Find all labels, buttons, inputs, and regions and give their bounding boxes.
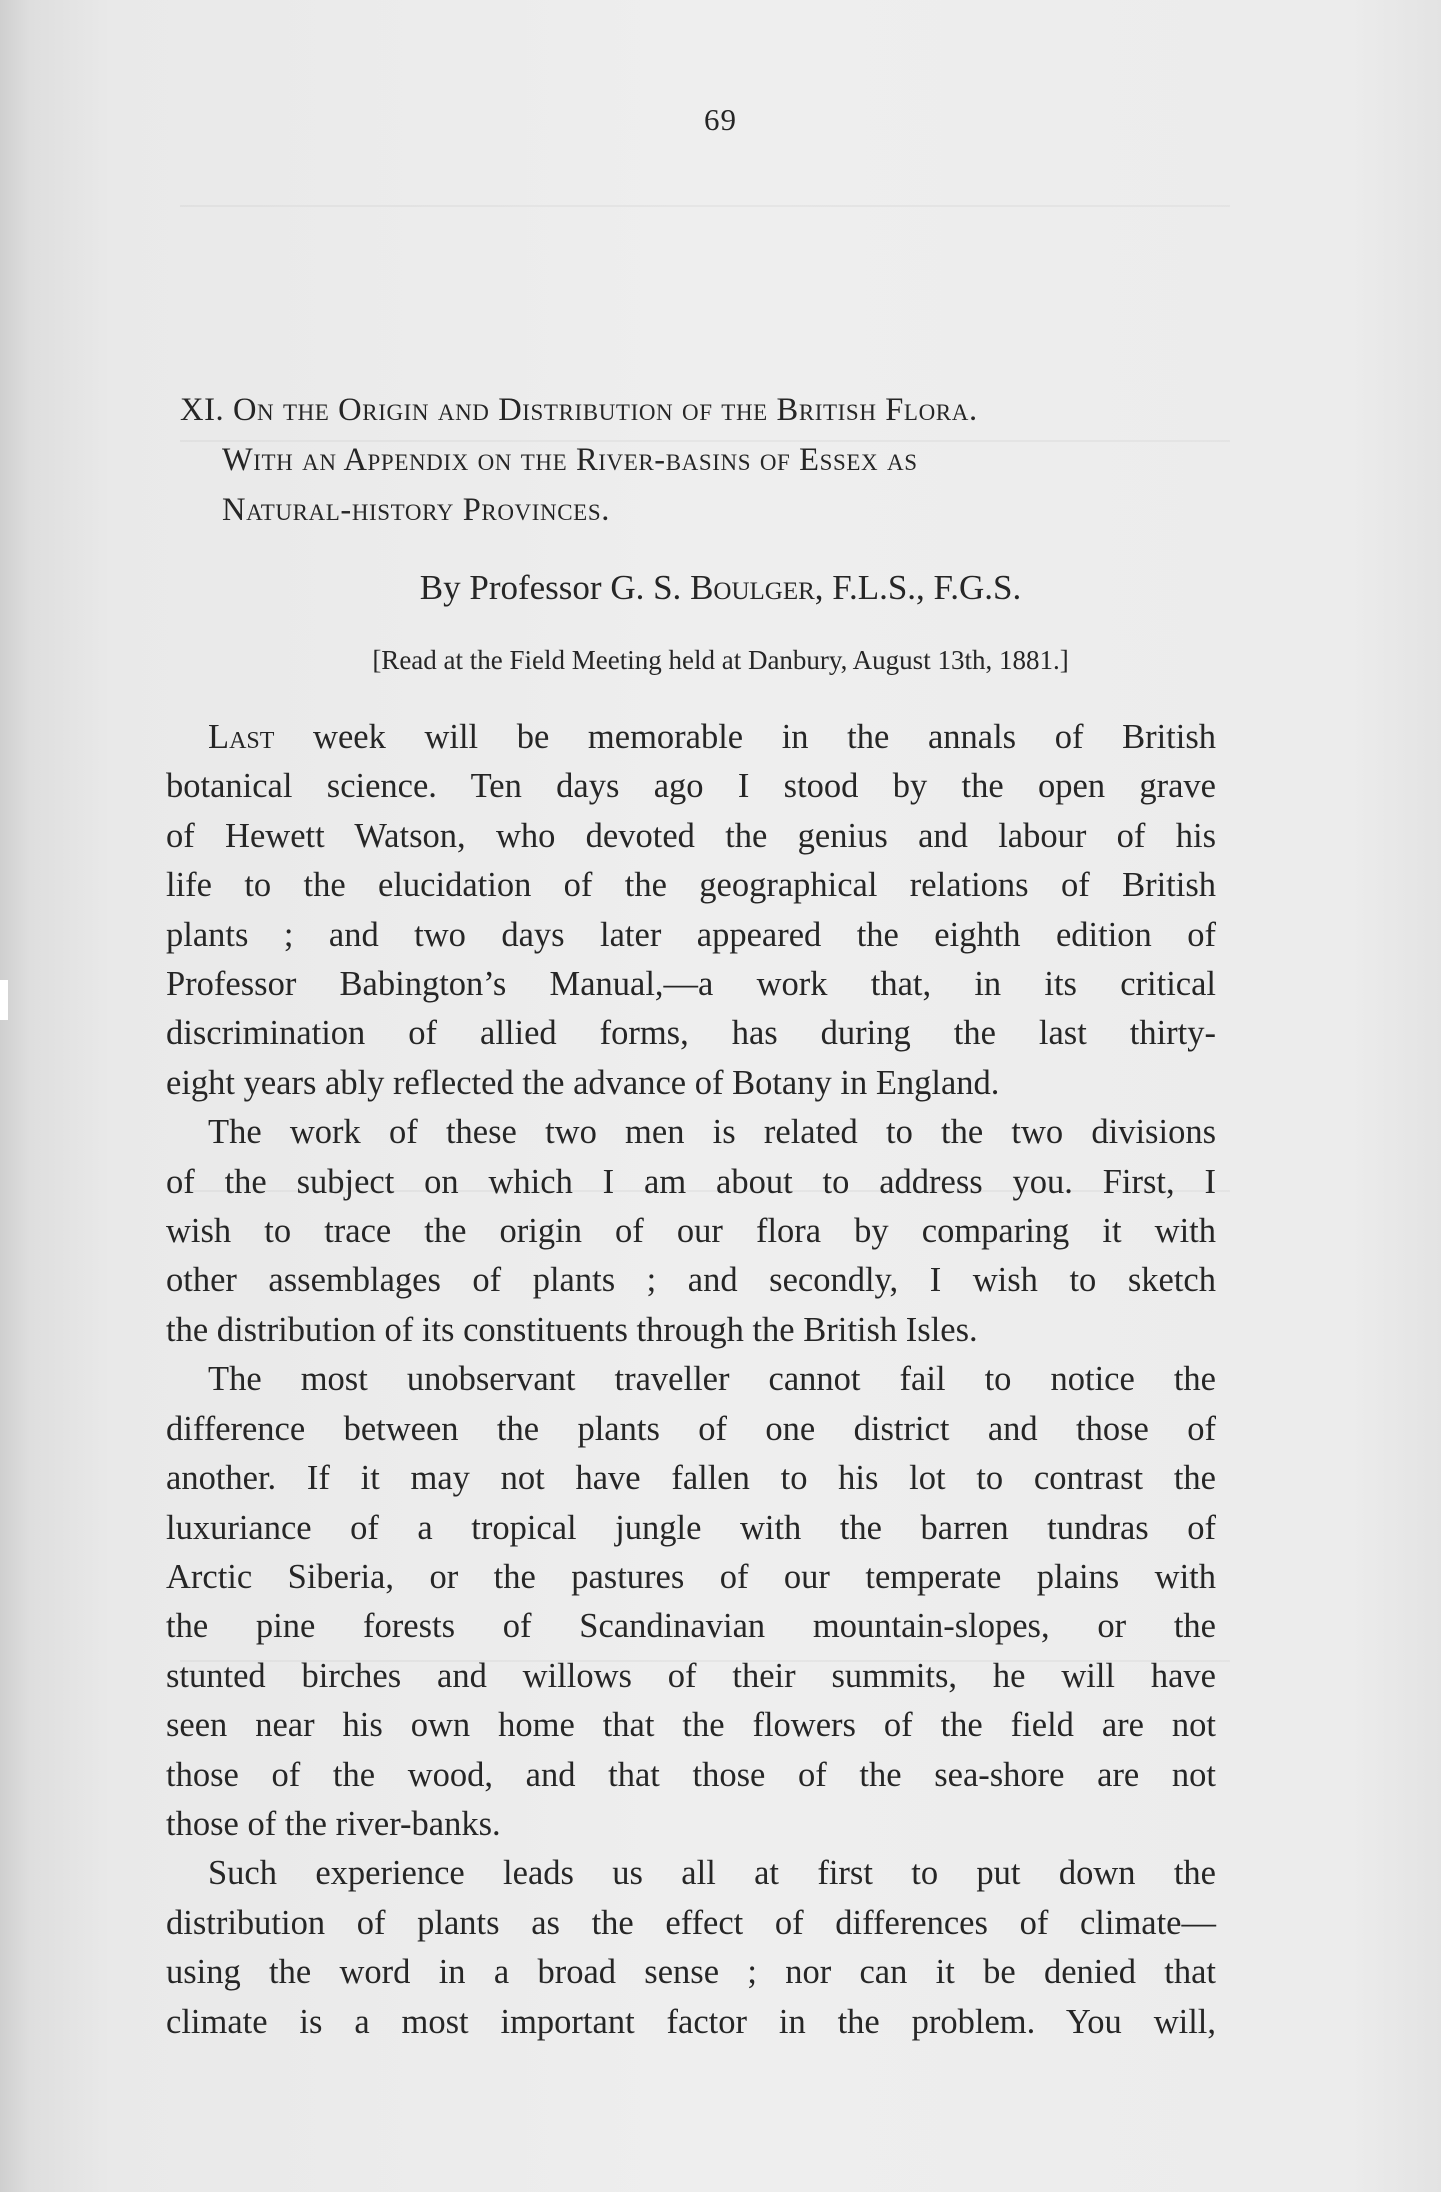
paragraph-1	[166, 713, 1216, 1108]
text-line: using the word in a broad sense ; nor can it be denied that	[166, 1953, 1216, 1992]
author-byline	[0, 563, 1441, 613]
heading-line-3: Natural-history Provinces.	[222, 492, 610, 528]
text-line: luxuriance of a tropical jungle with the barren tundras of	[166, 1508, 1216, 1547]
text-line: plants ; and two days later appeared the eighth edition of	[166, 915, 1216, 954]
byline-prefix: By Professor G. S.	[419, 568, 691, 607]
text-line: those of the river-banks.	[166, 1804, 501, 1843]
text-line: Such experience leads us all at first to put down the	[208, 1854, 1216, 1893]
byline-suffix: , F.L.S., F.G.S.	[814, 568, 1022, 607]
text-line: climate is a most important factor in the problem. You will,	[166, 2002, 1216, 2041]
text-line: eight years ably reflected the advance of Botany in England.	[166, 1063, 1000, 1102]
heading-line-1: XI. On the Origin and Distribution of the British Flora.	[180, 392, 978, 428]
text-line: the distribution of its constituents through the British Isles.	[166, 1310, 978, 1349]
text-line: other assemblages of plants ; and secondly, I wish to sketch	[166, 1261, 1216, 1300]
text-line: distribution of plants as the effect of differences of climate—	[166, 1903, 1216, 1942]
text-line: the pine forests of Scandinavian mountain-slopes, or the	[166, 1607, 1216, 1646]
author-name: Boulger	[690, 568, 815, 607]
page-number: 69	[704, 102, 737, 137]
text-line: The work of these two men is related to the two divisions	[208, 1113, 1216, 1152]
page-edge-mark	[0, 980, 8, 1020]
text-line: stunted birches and willows of their summits, he will have	[166, 1656, 1216, 1695]
article-heading	[180, 385, 1225, 535]
body-text	[166, 713, 1216, 2047]
drop-word: Last	[208, 718, 275, 756]
text-line: seen near his own home that the flowers of the field are not	[166, 1706, 1216, 1745]
text-line: difference between the plants of one district and those of	[166, 1409, 1216, 1448]
text-line: life to the elucidation of the geographical relations of British	[166, 866, 1216, 905]
show-through-line	[180, 205, 1230, 207]
text-line: those of the wood, and that those of the sea-shore are not	[166, 1755, 1216, 1794]
text-line: wish to trace the origin of our flora by comparing it with	[166, 1212, 1216, 1251]
paragraph-2	[166, 1108, 1216, 1355]
read-note: [Read at the Field Meeting held at Danbury, August 13th, 1881.]	[372, 645, 1069, 675]
text-line: of Hewett Watson, who devoted the genius and labour of his	[166, 816, 1216, 855]
text-line: discrimination of allied forms, has during the last thirty-	[166, 1014, 1216, 1053]
text-line: Arctic Siberia, or the pastures of our temperate plains with	[166, 1557, 1216, 1596]
text-line: The most unobservant traveller cannot fail to notice the	[208, 1360, 1216, 1399]
text-line: of the subject on which I am about to address you. First, I	[166, 1162, 1216, 1201]
paragraph-4	[166, 1849, 1216, 2047]
text-line: Professor Babington’s Manual,—a work that, in its critical	[166, 965, 1216, 1004]
text-line: Last week will be memorable in the annals of British	[208, 718, 1216, 756]
paragraph-3	[166, 1355, 1216, 1849]
text-line: botanical science. Ten days ago I stood by the open grave	[166, 767, 1216, 806]
heading-line-2: With an Appendix on the River-basins of Essex as	[222, 442, 918, 478]
text-line: another. If it may not have fallen to his lot to contrast the	[166, 1459, 1216, 1498]
